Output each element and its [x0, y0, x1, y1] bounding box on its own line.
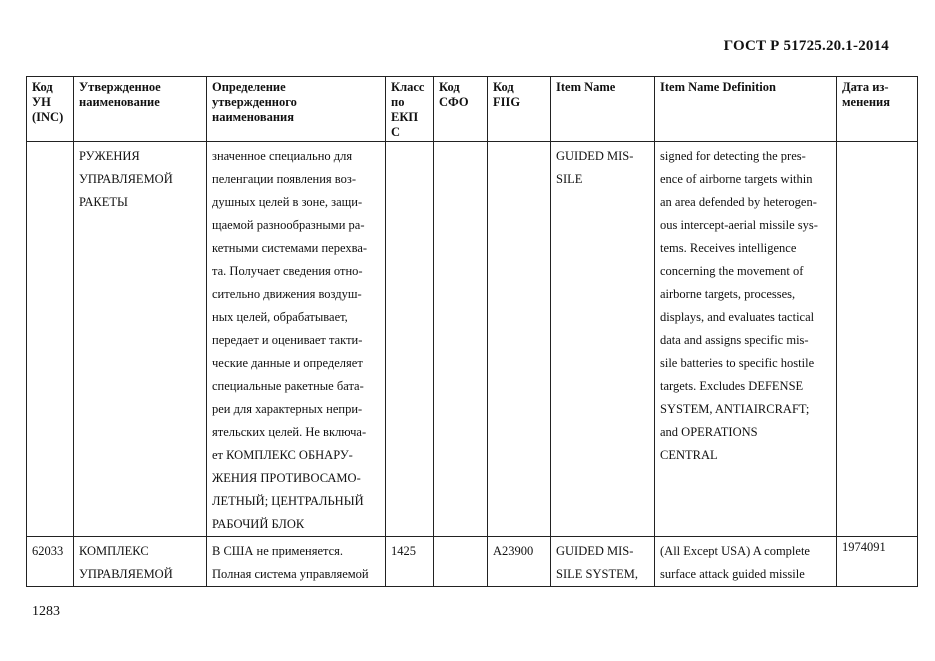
cell-item-definition: (All Except USA) A complete surface attack guided missile	[655, 537, 837, 587]
cell-fiig	[488, 142, 551, 537]
col-header-fiig: Код FIIG	[488, 77, 551, 142]
col-header-name: Утвержденное наименование	[74, 77, 207, 142]
col-header-item-definition: Item Name Definition	[655, 77, 837, 142]
table-header-row	[27, 77, 918, 142]
col-header-date: Дата из- менения	[837, 77, 918, 142]
cell-class	[386, 142, 434, 537]
page-number: 1283	[32, 604, 60, 619]
col-header-definition: Определение утвержденного наименования	[207, 77, 386, 142]
cell-sfo	[434, 537, 488, 587]
col-header-class: Класс по ЕКП С	[386, 77, 434, 142]
table-row	[27, 142, 918, 537]
cell-name: КОМПЛЕКС УПРАВЛЯЕМОЙ	[74, 537, 207, 587]
table-row	[27, 537, 918, 587]
cell-date: 1974091	[837, 537, 918, 587]
cell-name: РУЖЕНИЯ УПРАВЛЯЕМОЙ РАКЕТЫ	[74, 142, 207, 537]
cell-item-definition: signed for detecting the pres- ence of airborne targets within an area defended by heterogen- ous intercept-aerial missile sys- tems. Receives intelligence concerning the movement of airborne targets, processes, displays, and evaluates tactical data and assigns specific mis- sile batteries to specific hostile targets. Excludes DEFENSE SYSTEM, ANTIAIRCRAFT; and OPERATIONS CENTRAL	[655, 142, 837, 537]
cell-code: 62033	[27, 537, 74, 587]
col-header-item-name: Item Name	[551, 77, 655, 142]
cell-sfo	[434, 142, 488, 537]
cell-item-name: GUIDED MIS- SILE SYSTEM,	[551, 537, 655, 587]
col-header-code: Код УН (INC)	[27, 77, 74, 142]
cell-date	[837, 142, 918, 537]
specification-table	[26, 76, 918, 587]
cell-definition: В США не применяется. Полная система управляемой	[207, 537, 386, 587]
cell-class: 1425	[386, 537, 434, 587]
document-id: ГОСТ Р 51725.20.1-2014	[723, 38, 889, 54]
col-header-sfo: Код СФО	[434, 77, 488, 142]
cell-item-name: GUIDED MIS- SILE	[551, 142, 655, 537]
cell-fiig: A23900	[488, 537, 551, 587]
cell-definition: значенное специально для пеленгации появления воз- душных целей в зоне, защи- щаемой разнообразными ра- кетными системами перехва- та. Получает сведения отно- сительно движения воздуш- ных целей, обрабатывает, передает и оценивает такти- ческие данные и определяет специальные ракетные бата- реи для характерных непри- ятельских целей. Не включа- ет КОМПЛЕКС ОБНАРУ- ЖЕНИЯ ПРОТИВОСАМО- ЛЕТНЫЙ; ЦЕНТРАЛЬНЫЙ РАБОЧИЙ БЛОК	[207, 142, 386, 537]
cell-code	[27, 142, 74, 537]
